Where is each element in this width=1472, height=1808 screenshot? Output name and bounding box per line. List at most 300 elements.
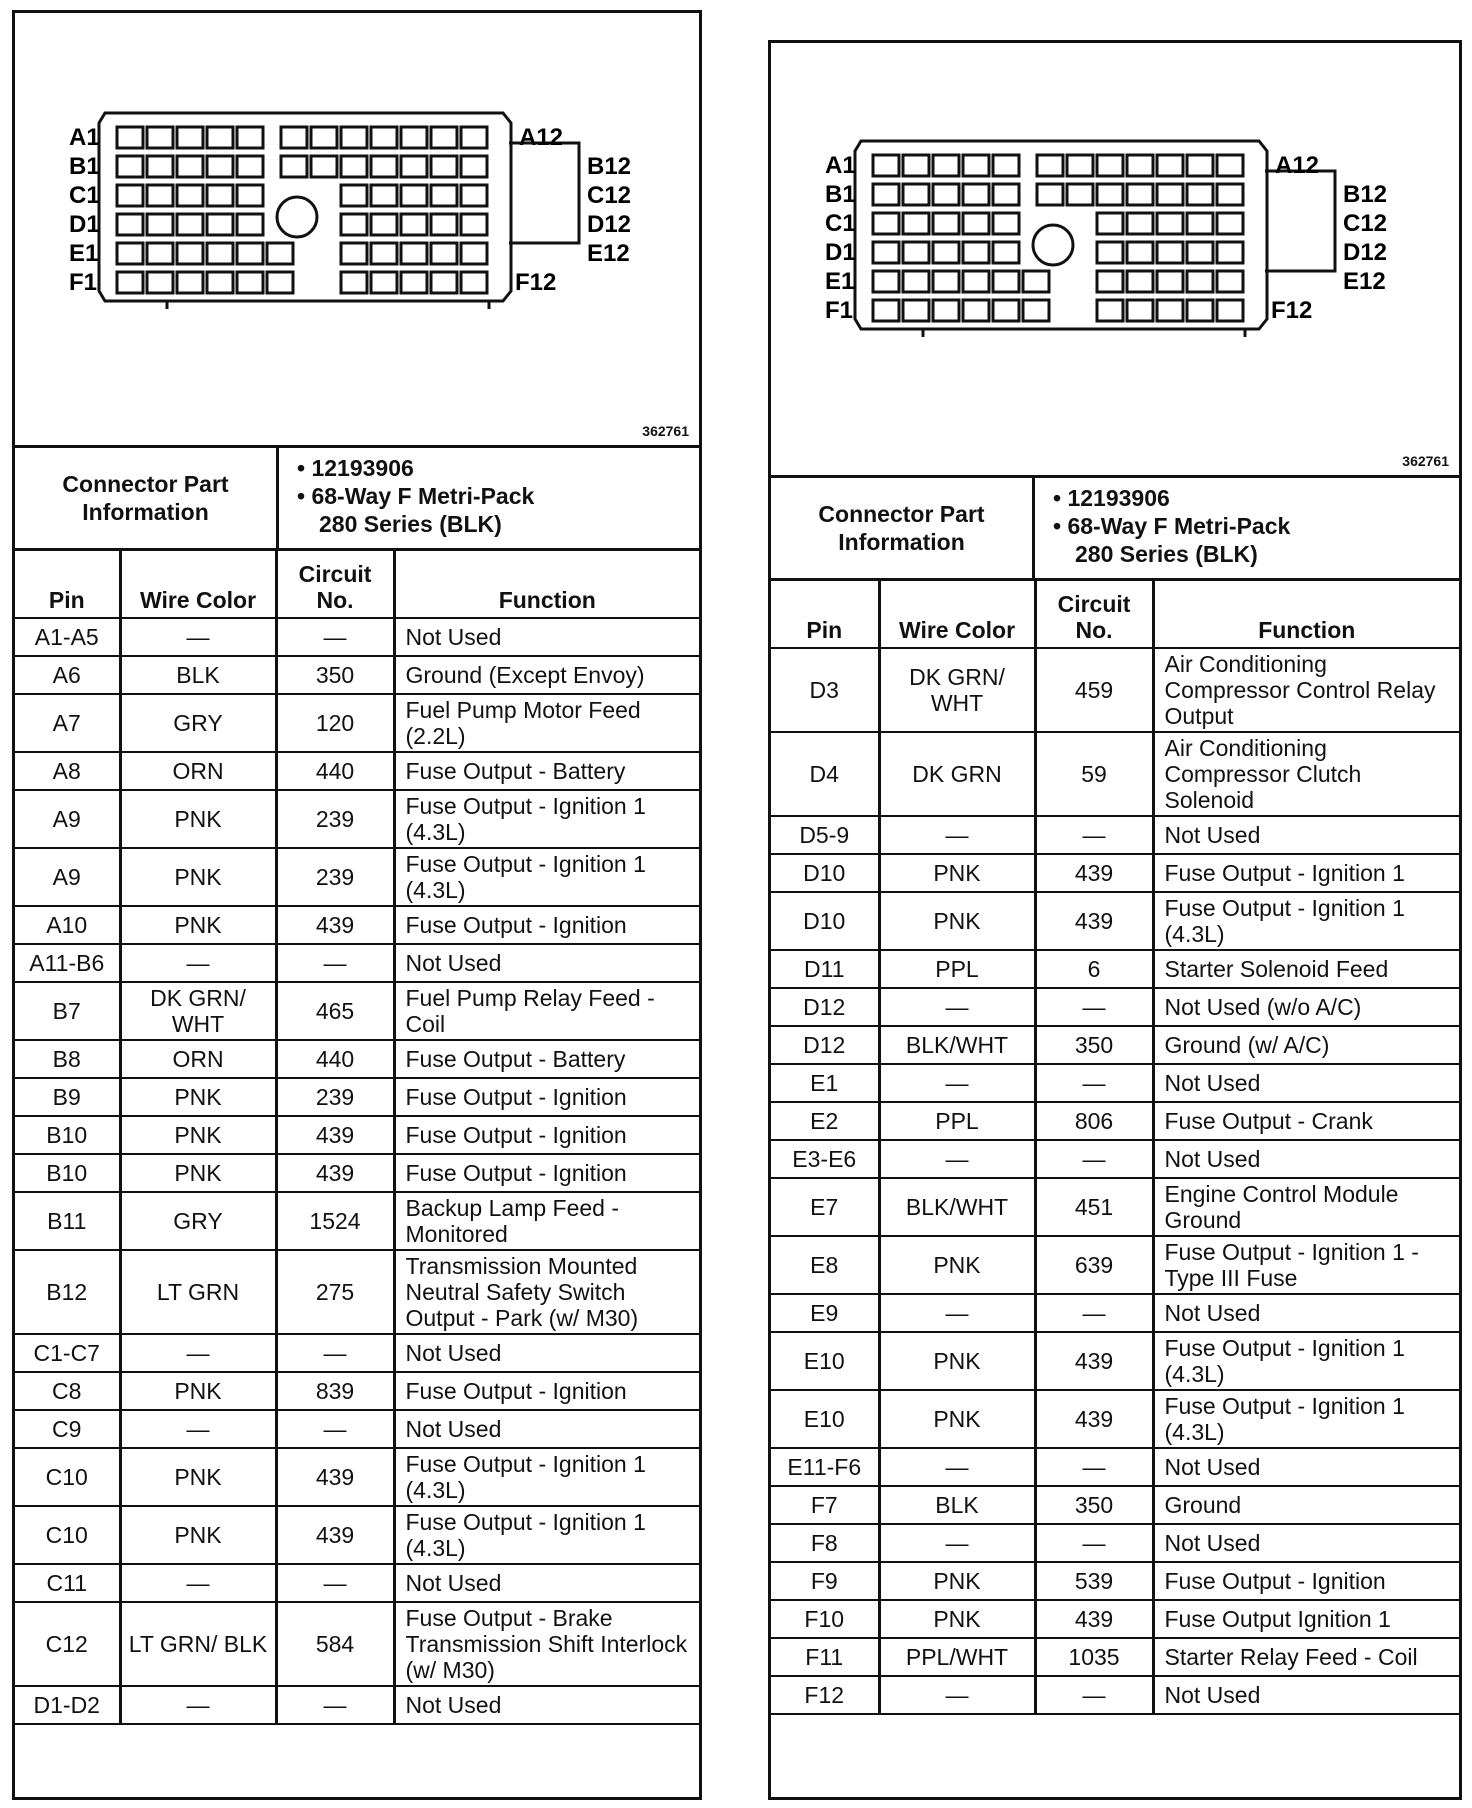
pin-cavity	[1157, 300, 1183, 321]
pin-cell: A9	[15, 790, 120, 848]
pin-cavity	[281, 156, 307, 177]
row-label-right: A12	[519, 124, 564, 151]
pin-cavity	[873, 271, 899, 292]
pin-cell: C10	[15, 1448, 120, 1506]
row-label-right: A12	[1275, 152, 1320, 179]
table-row	[771, 988, 1459, 1026]
function-cell: Ground	[1153, 1486, 1459, 1524]
circuit-cell: —	[1035, 1676, 1153, 1714]
function-cell: Engine Control Module Ground	[1153, 1178, 1459, 1236]
header-pin: Pin	[771, 581, 879, 648]
function-cell: Starter Relay Feed - Coil	[1153, 1638, 1459, 1676]
table-row	[15, 1410, 699, 1448]
pin-cell: A11-B6	[15, 944, 120, 982]
circuit-cell: 459	[1035, 648, 1153, 732]
circuit-cell: —	[1035, 988, 1153, 1026]
table-row	[15, 848, 699, 906]
row-label-left: B1	[825, 181, 856, 208]
header-circuit-line1: Circuit	[1057, 591, 1131, 617]
part-desc-line2: 280 Series (BLK)	[1075, 541, 1258, 567]
row-label-left: D1	[69, 211, 100, 238]
table-row	[771, 1562, 1459, 1600]
pin-cavity	[401, 214, 427, 235]
pin-cavity	[371, 127, 397, 148]
pin-cavity	[1187, 184, 1213, 205]
row-label-right: C12	[587, 182, 632, 209]
pin-cavity	[117, 243, 143, 264]
wire-color-cell: PNK	[879, 854, 1035, 892]
table-row	[771, 1600, 1459, 1638]
wire-color-cell: PNK	[120, 1116, 276, 1154]
wire-color-cell: —	[879, 1524, 1035, 1562]
pin-cavity	[933, 242, 959, 263]
circuit-cell: —	[276, 1686, 394, 1724]
row-label-right: F12	[515, 269, 557, 296]
header-circuit-line2: No.	[1075, 617, 1113, 643]
function-cell: Not Used	[1153, 1448, 1459, 1486]
pin-cavity	[117, 127, 143, 148]
circuit-cell: 275	[276, 1250, 394, 1334]
function-cell: Ground (w/ A/C)	[1153, 1026, 1459, 1064]
wire-color-cell: —	[120, 1686, 276, 1724]
pin-cell: E11-F6	[771, 1448, 879, 1486]
pin-cell: E8	[771, 1236, 879, 1294]
wire-color-cell: —	[879, 1140, 1035, 1178]
pin-cavity	[1097, 155, 1123, 176]
circuit-cell: 350	[1035, 1486, 1153, 1524]
pin-cavity	[903, 300, 929, 321]
pin-cell: E3-E6	[771, 1140, 879, 1178]
pin-cavity	[873, 242, 899, 263]
function-cell: Fuse Output - Ignition	[1153, 1562, 1459, 1600]
circuit-cell: —	[1035, 1064, 1153, 1102]
pin-cell: D12	[771, 988, 879, 1026]
table-row	[15, 752, 699, 790]
circuit-cell: —	[1035, 1140, 1153, 1178]
pin-cavity	[207, 127, 233, 148]
pin-cavity	[431, 272, 457, 293]
table-row	[771, 816, 1459, 854]
function-cell: Air Conditioning Compressor Control Relay Output	[1153, 648, 1459, 732]
circuit-cell: —	[276, 1334, 394, 1372]
pin-cavity	[177, 156, 203, 177]
circuit-cell: 451	[1035, 1178, 1153, 1236]
table-row	[15, 1686, 699, 1724]
pin-cavity	[963, 213, 989, 234]
connector-face-drawing	[771, 43, 1459, 472]
circuit-cell: 839	[276, 1372, 394, 1410]
row-label-right: F12	[1271, 297, 1313, 324]
pin-cell: D3	[771, 648, 879, 732]
pin-cavity	[267, 272, 293, 293]
pin-cavity	[461, 214, 487, 235]
pin-cavity	[1023, 271, 1049, 292]
pin-cavity	[1187, 242, 1213, 263]
pin-cell: F12	[771, 1676, 879, 1714]
table-row	[771, 1332, 1459, 1390]
pin-cell: D11	[771, 950, 879, 988]
connector-part-info	[771, 478, 1459, 581]
row-label-left: A1	[69, 124, 100, 151]
table-row	[771, 854, 1459, 892]
pin-cell: B8	[15, 1040, 120, 1078]
pin-cavity	[147, 156, 173, 177]
pin-cavity	[207, 272, 233, 293]
function-cell: Not Used	[1153, 1676, 1459, 1714]
function-cell: Air Conditioning Compressor Clutch Solenoid	[1153, 732, 1459, 816]
pin-cavity	[1157, 242, 1183, 263]
pin-cavity	[1097, 213, 1123, 234]
pin-cavity	[1217, 300, 1243, 321]
pin-cell: A10	[15, 906, 120, 944]
function-cell: Not Used	[1153, 1294, 1459, 1332]
wire-color-cell: PNK	[120, 848, 276, 906]
function-cell: Fuse Output - Ignition 1 (4.3L)	[1153, 1390, 1459, 1448]
circuit-cell: 1524	[276, 1192, 394, 1250]
table-row	[771, 1448, 1459, 1486]
function-cell: Backup Lamp Feed - Monitored	[394, 1192, 699, 1250]
table-row	[15, 1116, 699, 1154]
wire-color-cell: BLK	[879, 1486, 1035, 1524]
circuit-cell: —	[1035, 1448, 1153, 1486]
wire-color-cell: PNK	[120, 1506, 276, 1564]
row-label-left: C1	[69, 182, 100, 209]
wire-color-cell: —	[879, 816, 1035, 854]
pin-cell: C1-C7	[15, 1334, 120, 1372]
pin-cavity	[431, 156, 457, 177]
circuit-cell: —	[276, 618, 394, 656]
pin-cavity	[461, 243, 487, 264]
pin-cavity	[993, 213, 1019, 234]
circuit-cell: 59	[1035, 732, 1153, 816]
part-number: • 12193906	[319, 454, 699, 482]
table-row	[771, 950, 1459, 988]
function-cell: Not Used	[394, 944, 699, 982]
wire-color-cell: DK GRN/ WHT	[879, 648, 1035, 732]
pin-cavity	[1097, 242, 1123, 263]
circuit-cell: —	[276, 1410, 394, 1448]
wire-color-cell: DK GRN	[879, 732, 1035, 816]
row-label-right: D12	[1343, 239, 1388, 266]
wire-color-cell: —	[879, 1448, 1035, 1486]
pin-cell: A6	[15, 656, 120, 694]
function-cell: Fuse Output - Ignition 1 (4.3L)	[394, 790, 699, 848]
pin-cavity	[1067, 184, 1093, 205]
pin-cavity	[873, 155, 899, 176]
circuit-cell: 350	[1035, 1026, 1153, 1064]
pin-cavity	[147, 185, 173, 206]
row-label-left: F1	[69, 269, 98, 296]
circuit-cell: 120	[276, 694, 394, 752]
wire-color-cell: PNK	[120, 1154, 276, 1192]
header-pin: Pin	[15, 551, 120, 618]
row-label-left: C1	[825, 210, 856, 237]
circuit-cell: 239	[276, 790, 394, 848]
wire-color-cell: —	[879, 1294, 1035, 1332]
pin-cavity	[1097, 271, 1123, 292]
table-row	[15, 1250, 699, 1334]
pin-cavity	[177, 127, 203, 148]
pin-cavity	[1037, 184, 1063, 205]
circuit-cell: —	[1035, 816, 1153, 854]
pin-cavity	[461, 185, 487, 206]
pin-cell: A8	[15, 752, 120, 790]
wire-color-cell: —	[879, 1676, 1035, 1714]
circuit-cell: 806	[1035, 1102, 1153, 1140]
pin-cavity	[1187, 155, 1213, 176]
table-row	[15, 1154, 699, 1192]
pin-cavity	[431, 243, 457, 264]
pin-cavity	[1097, 300, 1123, 321]
wire-color-cell: —	[120, 1564, 276, 1602]
pin-cavity	[1127, 271, 1153, 292]
pin-cavity	[873, 213, 899, 234]
function-cell: Fuse Output - Ignition 1 (4.3L)	[394, 1448, 699, 1506]
pin-cell: C10	[15, 1506, 120, 1564]
pin-cavity	[993, 184, 1019, 205]
function-cell: Not Used	[394, 1686, 699, 1724]
wire-color-cell: —	[120, 1334, 276, 1372]
pin-cell: B10	[15, 1154, 120, 1192]
pin-cavity	[903, 271, 929, 292]
wire-color-cell: PNK	[120, 1448, 276, 1506]
pin-cell: B12	[15, 1250, 120, 1334]
circuit-cell: 239	[276, 848, 394, 906]
table-row	[15, 790, 699, 848]
pin-cavity	[1127, 213, 1153, 234]
wire-color-cell: PNK	[879, 1332, 1035, 1390]
table-row	[15, 1372, 699, 1410]
wire-color-cell: PPL/WHT	[879, 1638, 1035, 1676]
function-cell: Not Used	[394, 1334, 699, 1372]
function-cell: Fuse Output - Battery	[394, 1040, 699, 1078]
table-row	[15, 1564, 699, 1602]
pin-cell: D1-D2	[15, 1686, 120, 1724]
function-cell: Not Used	[394, 618, 699, 656]
function-cell: Fuse Output - Ignition	[394, 1372, 699, 1410]
pin-cavity	[207, 243, 233, 264]
pin-cell: F11	[771, 1638, 879, 1676]
wire-color-cell: PNK	[879, 1600, 1035, 1638]
pin-cavity	[1067, 155, 1093, 176]
pin-cavity	[431, 185, 457, 206]
function-cell: Fuse Output - Crank	[1153, 1102, 1459, 1140]
circuit-cell: 440	[276, 752, 394, 790]
pin-cavity	[873, 184, 899, 205]
table-row	[771, 1140, 1459, 1178]
pin-cell: E7	[771, 1178, 879, 1236]
table-row	[15, 694, 699, 752]
table-row	[771, 1294, 1459, 1332]
pin-cell: B7	[15, 982, 120, 1040]
pinout-table-body	[771, 648, 1459, 1714]
circuit-cell: 350	[276, 656, 394, 694]
table-row	[15, 1602, 699, 1686]
pin-cavity	[461, 272, 487, 293]
circuit-cell: 439	[1035, 854, 1153, 892]
table-header-row	[771, 581, 1459, 648]
pin-cavity	[1127, 300, 1153, 321]
function-cell: Not Used	[394, 1410, 699, 1448]
circuit-cell: 639	[1035, 1236, 1153, 1294]
wire-color-cell: BLK	[120, 656, 276, 694]
pin-cavity	[371, 272, 397, 293]
circuit-cell: 439	[276, 1154, 394, 1192]
function-cell: Fuse Output - Ignition	[394, 1154, 699, 1192]
wire-color-cell: PPL	[879, 1102, 1035, 1140]
connector-part-info	[15, 448, 699, 551]
function-cell: Fuse Output - Brake Transmission Shift Interlock (w/ M30)	[394, 1602, 699, 1686]
wire-color-cell: PNK	[879, 1236, 1035, 1294]
table-row	[15, 1448, 699, 1506]
row-label-left: E1	[825, 268, 855, 295]
table-row	[15, 1192, 699, 1250]
pin-cavity	[1217, 242, 1243, 263]
connector-panel-left	[12, 10, 702, 1800]
pinout-table-body	[15, 618, 699, 1724]
pin-cavity	[311, 127, 337, 148]
pin-cavity	[1037, 155, 1063, 176]
pin-cell: F9	[771, 1562, 879, 1600]
function-cell: Fuse Output - Ignition	[394, 906, 699, 944]
table-row	[771, 892, 1459, 950]
row-label-left: F1	[825, 297, 854, 324]
circuit-cell: 439	[276, 1448, 394, 1506]
pin-cell: E1	[771, 1064, 879, 1102]
pin-cavity	[993, 271, 1019, 292]
wire-color-cell: ORN	[120, 1040, 276, 1078]
pin-cavity	[963, 155, 989, 176]
wire-color-cell: ORN	[120, 752, 276, 790]
connector-panel-right	[768, 40, 1462, 1800]
pin-cell: D5-9	[771, 816, 879, 854]
connector-diagram-right	[771, 43, 1459, 478]
pin-cavity	[237, 243, 263, 264]
pin-cavity	[903, 213, 929, 234]
pin-cavity	[237, 272, 263, 293]
pin-cavity	[311, 156, 337, 177]
pin-cavity	[963, 242, 989, 263]
circuit-cell: 439	[276, 1116, 394, 1154]
connector-part-info-label: Connector Part Information	[15, 448, 279, 548]
wire-color-cell: PNK	[879, 892, 1035, 950]
pin-cavity	[1187, 271, 1213, 292]
part-desc-line1: • 68-Way F Metri-Pack	[1075, 512, 1459, 540]
wire-color-cell: GRY	[120, 1192, 276, 1250]
wire-color-cell: PPL	[879, 950, 1035, 988]
pin-cavity	[401, 272, 427, 293]
circuit-cell: —	[1035, 1294, 1153, 1332]
table-row	[15, 944, 699, 982]
circuit-cell: 439	[1035, 1600, 1153, 1638]
pin-cavity	[461, 127, 487, 148]
pin-cavity	[147, 272, 173, 293]
pin-cavity	[117, 156, 143, 177]
table-row	[15, 1078, 699, 1116]
pin-cavity	[147, 243, 173, 264]
pin-cavity	[177, 272, 203, 293]
table-row	[15, 618, 699, 656]
table-row	[771, 648, 1459, 732]
row-label-right: E12	[1343, 268, 1386, 295]
circuit-cell: 1035	[1035, 1638, 1153, 1676]
pin-cavity	[1157, 271, 1183, 292]
pin-cavity	[341, 243, 367, 264]
function-cell: Not Used	[1153, 1064, 1459, 1102]
pin-cell: C12	[15, 1602, 120, 1686]
wire-color-cell: LT GRN/ BLK	[120, 1602, 276, 1686]
part-number: • 12193906	[1075, 484, 1459, 512]
pin-cavity	[371, 243, 397, 264]
row-label-right: B12	[1343, 181, 1388, 208]
circuit-cell: 6	[1035, 950, 1153, 988]
pin-cavity	[117, 185, 143, 206]
wire-color-cell: PNK	[879, 1562, 1035, 1600]
row-label-left: E1	[69, 240, 99, 267]
pin-cavity	[903, 184, 929, 205]
row-label-left: D1	[825, 239, 856, 266]
wire-color-cell: PNK	[120, 1078, 276, 1116]
pin-cavity	[933, 271, 959, 292]
pinout-table-right	[771, 581, 1459, 1715]
pin-cell: C8	[15, 1372, 120, 1410]
pin-cavity	[933, 155, 959, 176]
table-row	[771, 1390, 1459, 1448]
wire-color-cell: —	[120, 618, 276, 656]
pin-cavity	[117, 214, 143, 235]
pin-cavity	[903, 242, 929, 263]
pin-cell: E2	[771, 1102, 879, 1140]
pin-cavity	[207, 185, 233, 206]
table-row	[15, 656, 699, 694]
table-row	[771, 1524, 1459, 1562]
pin-cell: B11	[15, 1192, 120, 1250]
wire-color-cell: PNK	[120, 790, 276, 848]
table-row	[15, 906, 699, 944]
wire-color-cell: LT GRN	[120, 1250, 276, 1334]
wire-color-cell: PNK	[120, 1372, 276, 1410]
header-wire-color: Wire Color	[879, 581, 1035, 648]
pin-cell: A7	[15, 694, 120, 752]
circuit-cell: 439	[276, 906, 394, 944]
pin-cell: A9	[15, 848, 120, 906]
pin-cavity	[1127, 155, 1153, 176]
circuit-cell: 439	[276, 1506, 394, 1564]
table-row	[771, 1102, 1459, 1140]
row-label-right: C12	[1343, 210, 1388, 237]
function-cell: Fuse Output - Ignition 1 - Type III Fuse	[1153, 1236, 1459, 1294]
pin-cavity	[993, 300, 1019, 321]
pin-cavity	[341, 156, 367, 177]
header-circuit	[1035, 581, 1153, 648]
pin-cavity	[341, 272, 367, 293]
pin-cell: D4	[771, 732, 879, 816]
header-circuit	[276, 551, 394, 618]
pin-cavity	[281, 127, 307, 148]
pin-cavity	[963, 271, 989, 292]
wire-color-cell: —	[120, 1410, 276, 1448]
connector-diagram-left	[15, 13, 699, 448]
pin-cavity	[1127, 242, 1153, 263]
part-desc-line2: 280 Series (BLK)	[319, 511, 502, 537]
pin-cavity	[1217, 155, 1243, 176]
wire-color-cell: —	[120, 944, 276, 982]
circuit-cell: —	[276, 944, 394, 982]
alignment-post	[277, 197, 317, 237]
pin-cavity	[371, 156, 397, 177]
pin-cavity	[1157, 213, 1183, 234]
circuit-cell: 465	[276, 982, 394, 1040]
